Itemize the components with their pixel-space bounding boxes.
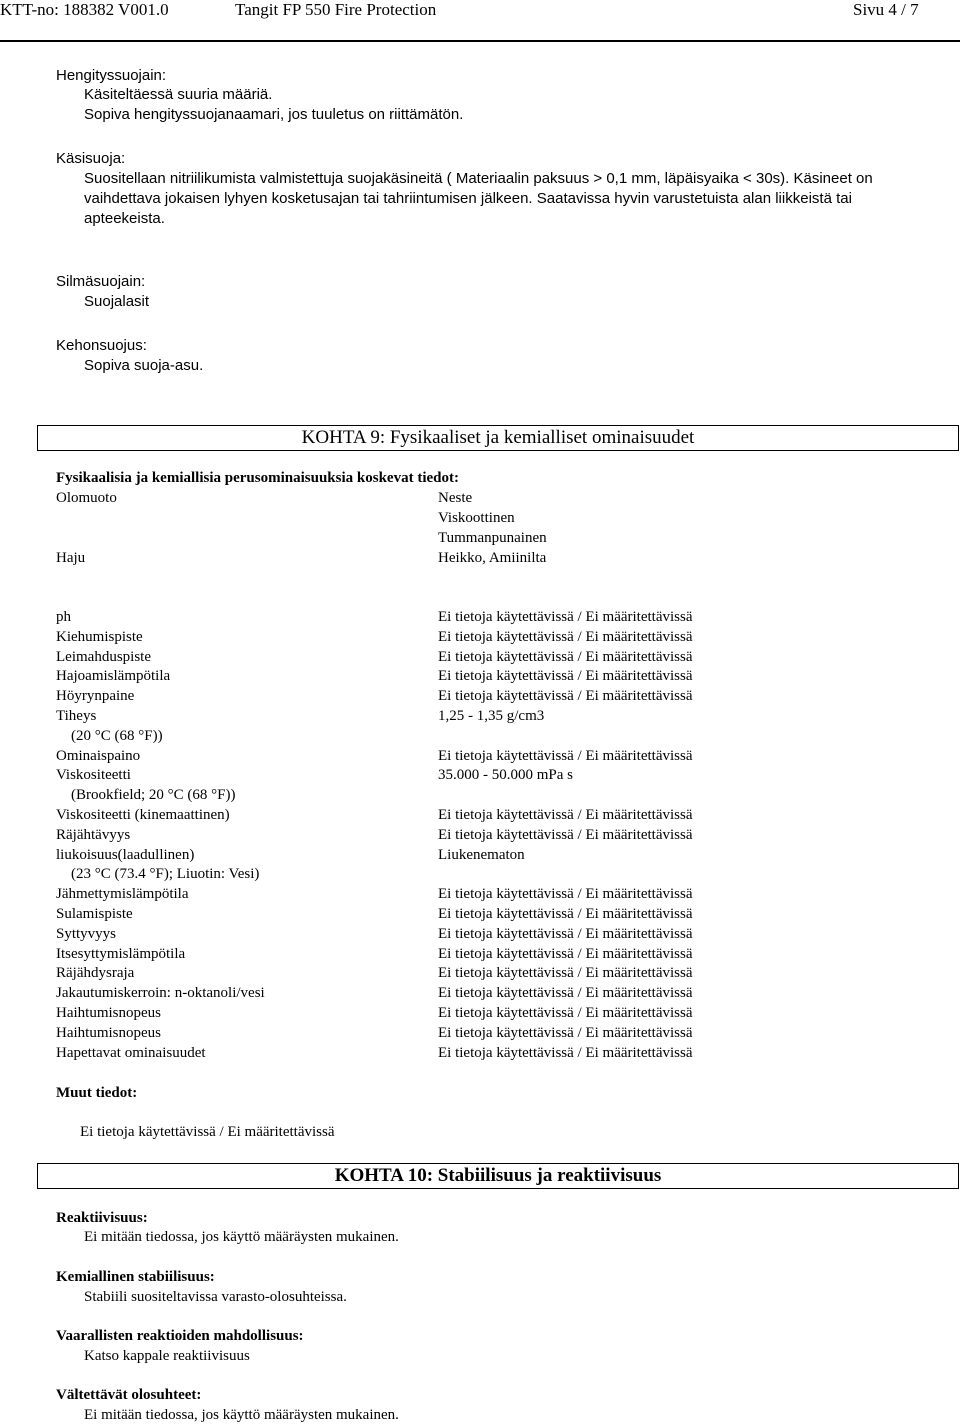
property-label: Ominaispaino bbox=[56, 748, 141, 764]
property-value: Ei tietoja käytettävissä / Ei määritettävissä bbox=[438, 926, 693, 942]
property-value: Ei tietoja käytettävissä / Ei määritettävissä bbox=[438, 827, 693, 843]
respiratory-line-2: Sopiva hengityssuojanaamari, jos tuuletus on riittämätön. bbox=[84, 106, 464, 123]
property-value: Ei tietoja käytettävissä / Ei määritettävissä bbox=[438, 886, 693, 902]
property-value: 1,25 - 1,35 g/cm3 bbox=[438, 708, 545, 724]
reactivity-title: Reaktiivisuus: bbox=[56, 1210, 148, 1226]
property-label: Tiheys bbox=[56, 708, 97, 724]
hand-protection-line-1: Suositellaan nitriilikumista valmistettuja suojakäsineitä ( Materiaalin paksuus > 0,1 mm, läpäisyaika < 30s). Käsineet on bbox=[84, 170, 873, 187]
property-label: (20 °C (68 °F)) bbox=[56, 728, 163, 744]
property-value: Ei tietoja käytettävissä / Ei määritettävissä bbox=[438, 985, 693, 1001]
property-value: Ei tietoja käytettävissä / Ei määritettävissä bbox=[438, 1045, 693, 1061]
respiratory-title: Hengityssuojain: bbox=[56, 67, 167, 84]
property-label: (Brookfield; 20 °C (68 °F)) bbox=[56, 787, 236, 803]
property-label: Räjähdysraja bbox=[56, 965, 135, 981]
appearance-value-1: Neste bbox=[438, 490, 473, 506]
appearance-value-3: Tummanpunainen bbox=[438, 530, 547, 546]
body-protection-line-1: Sopiva suoja-asu. bbox=[84, 357, 204, 374]
property-value: Ei tietoja käytettävissä / Ei määritettävissä bbox=[438, 1005, 693, 1021]
property-value: Ei tietoja käytettävissä / Ei määritettävissä bbox=[438, 649, 693, 665]
other-info-title: Muut tiedot: bbox=[56, 1085, 138, 1101]
odor-value: Heikko, Amiinilta bbox=[438, 550, 547, 566]
property-value: Ei tietoja käytettävissä / Ei määritettävissä bbox=[438, 668, 693, 684]
property-label: Itsesyttymislämpötila bbox=[56, 946, 186, 962]
property-label: Hajoamislämpötila bbox=[56, 668, 171, 684]
property-label: Sulamispiste bbox=[56, 906, 133, 922]
property-value: Ei tietoja käytettävissä / Ei määritettävissä bbox=[438, 688, 693, 704]
property-label: Kiehumispiste bbox=[56, 629, 143, 645]
appearance-value-2: Viskoottinen bbox=[438, 510, 515, 526]
document-id: KTT-no: 188382 V001.0 bbox=[0, 0, 169, 19]
body-protection-title: Kehonsuojus: bbox=[56, 337, 147, 354]
reactivity-value: Ei mitään tiedossa, jos käyttö määräysten mukainen. bbox=[84, 1229, 399, 1245]
property-value: 35.000 - 50.000 mPa s bbox=[438, 767, 573, 783]
stability-title: Kemiallinen stabiilisuus: bbox=[56, 1269, 215, 1285]
property-label: Hapettavat ominaisuudet bbox=[56, 1045, 206, 1061]
property-value: Ei tietoja käytettävissä / Ei määritettävissä bbox=[438, 965, 693, 981]
odor-label: Haju bbox=[56, 550, 86, 566]
eye-protection-title: Silmäsuojain: bbox=[56, 273, 146, 290]
property-label: (23 °C (73.4 °F); Liuotin: Vesi) bbox=[56, 866, 260, 882]
section-10-heading bbox=[37, 1163, 959, 1189]
section-10-title: KOHTA 10: Stabiilisuus ja reaktiivisuus bbox=[334, 1165, 662, 1186]
property-label: Höyrynpaine bbox=[56, 688, 135, 704]
property-value: Ei tietoja käytettävissä / Ei määritettävissä bbox=[438, 906, 693, 922]
property-label: Haihtumisnopeus bbox=[56, 1005, 161, 1021]
property-value: Ei tietoja käytettävissä / Ei määritettävissä bbox=[438, 1025, 693, 1041]
conditions-to-avoid-title: Vältettävät olosuhteet: bbox=[56, 1387, 202, 1403]
page-number: Sivu 4 / 7 bbox=[853, 0, 919, 19]
product-name: Tangit FP 550 Fire Protection bbox=[235, 0, 437, 19]
hazardous-reactions-title: Vaarallisten reaktioiden mahdollisuus: bbox=[56, 1328, 304, 1344]
property-value: Ei tietoja käytettävissä / Ei määritettävissä bbox=[438, 807, 693, 823]
section-9-title: KOHTA 9: Fysikaaliset ja kemialliset ominaisuudet bbox=[301, 427, 695, 448]
property-label: Räjähtävyys bbox=[56, 827, 131, 843]
hazardous-reactions-value: Katso kappale reaktiivisuus bbox=[84, 1348, 250, 1364]
hand-protection-line-2: vaihdettava jokaisen lyhyen kosketusajan tai tahriintumisen jälkeen. Saatavissa hyvin varustetuista alan liikkeistä tai bbox=[84, 190, 852, 207]
respiratory-line-1: Käsiteltäessä suuria määriä. bbox=[84, 86, 273, 103]
property-label: Viskositeetti (kinemaattinen) bbox=[56, 807, 230, 823]
hand-protection-title: Käsisuoja: bbox=[56, 150, 126, 167]
stability-value: Stabiili suositeltavissa varasto-olosuhteissa. bbox=[84, 1289, 347, 1305]
eye-protection-line-1: Suojalasit bbox=[84, 293, 150, 310]
property-value: Ei tietoja käytettävissä / Ei määritettävissä bbox=[438, 748, 693, 764]
header-divider bbox=[0, 40, 960, 42]
other-info-value: Ei tietoja käytettävissä / Ei määritettävissä bbox=[80, 1124, 335, 1140]
property-label: Jähmettymislämpötila bbox=[56, 886, 189, 902]
hand-protection-line-3: apteekeista. bbox=[84, 210, 165, 227]
conditions-to-avoid-value: Ei mitään tiedossa, jos käyttö määräysten mukainen. bbox=[84, 1407, 399, 1423]
property-value: Ei tietoja käytettävissä / Ei määritettävissä bbox=[438, 946, 693, 962]
property-value: Liukenematon bbox=[438, 847, 525, 863]
property-label: liukoisuus(laadullinen) bbox=[56, 847, 195, 863]
property-label: ph bbox=[56, 609, 71, 625]
property-label: Viskositeetti bbox=[56, 767, 131, 783]
property-label: Haihtumisnopeus bbox=[56, 1025, 161, 1041]
section-9-heading bbox=[37, 425, 959, 451]
property-label: Leimahduspiste bbox=[56, 649, 151, 665]
appearance-label: Olomuoto bbox=[56, 490, 117, 506]
property-value: Ei tietoja käytettävissä / Ei määritettävissä bbox=[438, 629, 693, 645]
properties-subheading: Fysikaalisia ja kemiallisia perusominaisuuksia koskevat tiedot: bbox=[56, 470, 459, 486]
property-value: Ei tietoja käytettävissä / Ei määritettävissä bbox=[438, 609, 693, 625]
property-label: Jakautumiskerroin: n-oktanoli/vesi bbox=[56, 985, 265, 1001]
property-label: Syttyvyys bbox=[56, 926, 117, 942]
